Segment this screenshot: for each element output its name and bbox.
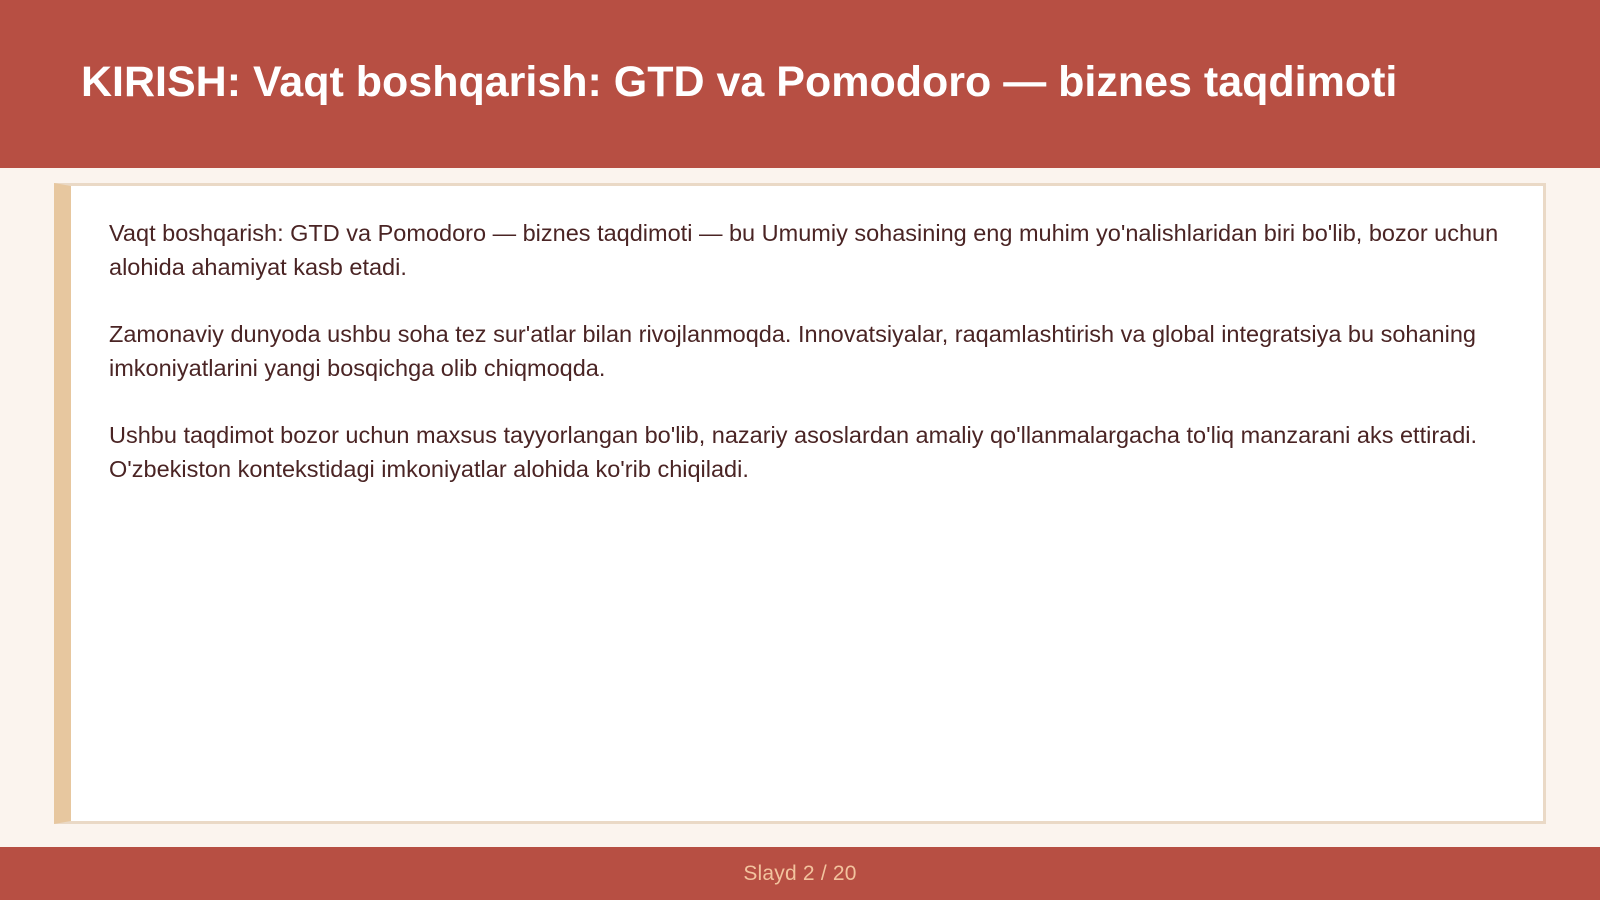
slide-header [0, 0, 1600, 168]
content-card [54, 183, 1546, 824]
slide-title: KIRISH: Vaqt boshqarish: GTD va Pomodoro — biznes taqdimoti [81, 58, 1398, 107]
slide-counter: Slayd 2 / 20 [743, 861, 857, 885]
content-paragraph-2: Zamonaviy dunyoda ushbu soha tez sur'atlar bilan rivojlanmoqda. Innovatsiyalar, raqamlashtirish va global integratsiya bu sohaning imkoniyatlarini yangi bosqichga olib chiqmoqda. [109, 321, 1476, 381]
content-paragraph-3: Ushbu taqdimot bozor uchun maxsus tayyorlangan bo'lib, nazariy asoslardan amaliy qo'llanmalargacha to'liq manzarani aks ettiradi. O'zbekiston kontekstidagi imkoniyatlar alohida ko'rib chiqiladi. [109, 422, 1478, 482]
content-paragraph-1: Vaqt boshqarish: GTD va Pomodoro — biznes taqdimoti — bu Umumiy sohasining eng muhim yo'nalishlaridan biri bo'lib, bozor uchun alohida ahamiyat kasb etadi. [109, 220, 1499, 280]
slide-footer [0, 847, 1600, 900]
